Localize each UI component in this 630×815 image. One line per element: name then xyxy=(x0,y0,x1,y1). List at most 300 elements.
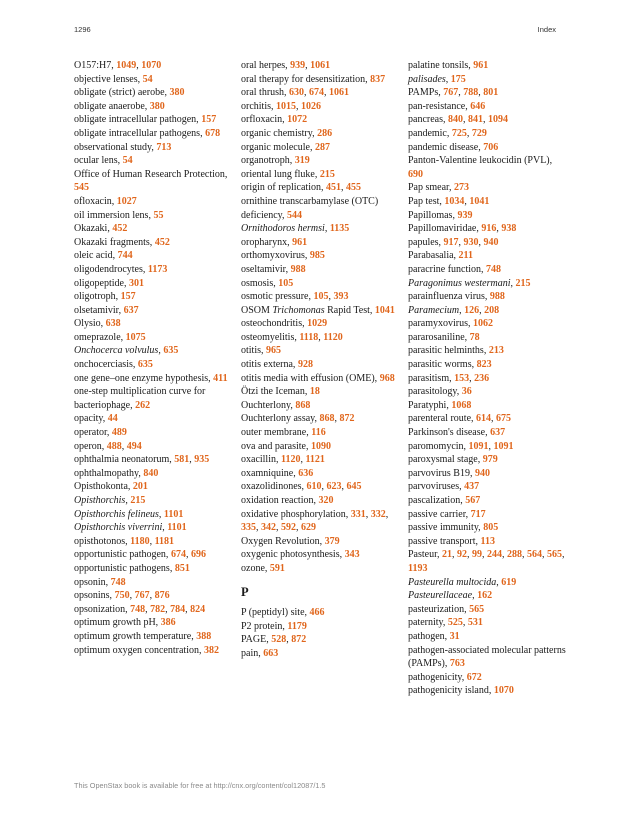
page-link[interactable]: 1101 xyxy=(167,522,187,534)
index-entry: PAGE, 528, 872 xyxy=(241,634,307,646)
page-link[interactable]: 437 xyxy=(464,481,480,493)
page-link[interactable]: 44 xyxy=(107,413,118,425)
page-link[interactable]: 452 xyxy=(112,223,128,235)
page-link[interactable]: 54 xyxy=(122,155,133,167)
page-link[interactable]: 1091 xyxy=(468,440,489,452)
page-link[interactable]: 36 xyxy=(461,386,472,398)
index-term: Pasteurella multocida xyxy=(408,576,497,588)
index-term: oral herpes, xyxy=(241,60,291,71)
page-link[interactable]: 763 xyxy=(449,658,465,670)
index-entry xyxy=(241,236,401,250)
page-link[interactable]: 343 xyxy=(344,549,360,561)
page-link[interactable]: 162 xyxy=(477,590,493,602)
page-link[interactable]: 876 xyxy=(154,590,170,602)
page-link[interactable]: 1193 xyxy=(408,562,428,574)
page-link[interactable]: 663 xyxy=(263,647,279,659)
index-entry xyxy=(408,684,568,698)
page-link[interactable]: 581 xyxy=(174,454,190,466)
index-entry xyxy=(74,344,234,358)
index-column-2 xyxy=(241,59,401,661)
page-link[interactable]: 637 xyxy=(490,427,506,439)
index-column-3 xyxy=(408,59,568,698)
page-link[interactable]: 872 xyxy=(339,413,355,425)
page-link[interactable]: 851 xyxy=(174,562,190,574)
page-link[interactable]: 1173 xyxy=(147,263,168,275)
page-link[interactable]: 988 xyxy=(489,291,505,303)
page-link[interactable]: 116 xyxy=(311,427,326,439)
page-link[interactable]: 494 xyxy=(126,440,142,452)
page-link[interactable]: 610 xyxy=(306,481,322,493)
page-link[interactable]: 288 xyxy=(507,549,523,561)
page-link[interactable]: 591 xyxy=(269,562,285,574)
index-entry xyxy=(241,494,401,508)
page-link[interactable]: 672 xyxy=(466,671,482,683)
index-entry xyxy=(74,141,234,155)
page-link[interactable]: 1121 xyxy=(305,454,325,466)
page-link[interactable]: 1118 xyxy=(299,331,319,343)
page-link[interactable]: 157 xyxy=(201,114,217,126)
index-term: osteochondritis, xyxy=(241,318,308,330)
page-link[interactable]: 545 xyxy=(74,182,89,194)
index-entry: ophthalmia neonatorum, 581, 935 xyxy=(74,454,210,466)
index-term: obligate intracellular pathogen, xyxy=(74,114,202,126)
index-entry xyxy=(408,603,568,617)
page-link[interactable]: 1101 xyxy=(163,508,184,520)
index-entry xyxy=(408,181,568,195)
index-entry xyxy=(408,277,568,291)
index-entry xyxy=(241,127,401,141)
index-entry xyxy=(408,385,568,399)
page-link[interactable]: 840 xyxy=(447,114,463,126)
index-entry xyxy=(408,59,568,73)
page-link[interactable]: 175 xyxy=(450,73,466,85)
page-link[interactable]: 92 xyxy=(457,549,468,561)
index-entry: osmotic pressure, 105, 393 xyxy=(241,291,349,303)
page-link[interactable]: 979 xyxy=(482,454,498,466)
index-term: one-step multiplication curve for bacteriophage, xyxy=(74,386,206,411)
page-link[interactable]: 455 xyxy=(345,182,361,194)
page-link[interactable]: 725 xyxy=(451,127,467,139)
page-link[interactable]: 31 xyxy=(449,630,460,642)
index-entry: origin of replication, 451, 455 xyxy=(241,182,361,194)
page-link[interactable]: 637 xyxy=(123,304,139,316)
index-term: parenteral route, xyxy=(408,413,477,425)
index-term: paternity, xyxy=(408,617,448,629)
index-term: Pasteurellaceae xyxy=(408,590,473,602)
index-entry: papules, 917, 930, 940 xyxy=(408,236,499,248)
index-entry xyxy=(408,290,568,304)
index-term: otitis media with effusion (OME), xyxy=(241,372,380,384)
page-link[interactable]: 872 xyxy=(291,634,307,646)
page-link[interactable]: 54 xyxy=(142,73,153,85)
page-link[interactable]: 215 xyxy=(515,277,531,289)
page-link[interactable]: 388 xyxy=(196,630,212,642)
index-term: Opisthorchis viverrini xyxy=(74,522,163,534)
page-link[interactable]: 531 xyxy=(467,617,483,629)
index-term: pain, xyxy=(241,647,264,659)
index-entry xyxy=(241,358,401,372)
page-link[interactable]: 78 xyxy=(469,331,480,343)
index-term: ozone, xyxy=(241,562,270,574)
page-link[interactable]: 1049 xyxy=(116,60,137,71)
page-link[interactable]: 273 xyxy=(453,182,469,194)
page-link[interactable]: 379 xyxy=(324,535,340,547)
page-link[interactable]: 635 xyxy=(137,359,153,371)
index-term: observational study, xyxy=(74,141,157,153)
index-term: optimum growth temperature, xyxy=(74,630,197,642)
page-link[interactable]: 748 xyxy=(130,603,146,615)
index-term: Papillomas, xyxy=(408,209,458,221)
page-link[interactable]: 674 xyxy=(309,87,325,99)
page-link[interactable]: 988 xyxy=(290,263,306,275)
index-entry xyxy=(241,73,401,87)
index-entry xyxy=(74,168,234,195)
page-link[interactable]: 153 xyxy=(454,372,470,384)
page-link[interactable]: 868 xyxy=(319,413,335,425)
index-term: opsonins, xyxy=(74,590,115,602)
index-term: oseltamivir, xyxy=(241,263,291,275)
page-link[interactable]: 968 xyxy=(379,372,395,384)
index-entry xyxy=(408,249,568,263)
index-term-separator: , xyxy=(125,495,131,506)
index-term: P2 protein, xyxy=(241,620,288,632)
index-term: oxazolidinones, xyxy=(241,481,307,493)
page-link[interactable]: 823 xyxy=(476,359,492,371)
page-link[interactable]: 696 xyxy=(190,549,206,561)
index-entry xyxy=(408,100,568,114)
index-entry xyxy=(408,399,568,413)
page-link[interactable]: 939 xyxy=(290,60,306,71)
page-link[interactable]: 729 xyxy=(471,127,487,139)
page-link[interactable]: 215 xyxy=(130,495,146,506)
page-link[interactable]: 335 xyxy=(241,522,256,534)
page-link[interactable]: 713 xyxy=(156,141,172,153)
page-link[interactable]: 1179 xyxy=(287,620,307,632)
page-link[interactable]: 985 xyxy=(309,250,325,262)
index-entry: orchitis, 1015, 1026 xyxy=(241,100,321,112)
page-link[interactable]: 868 xyxy=(295,399,311,411)
page-link[interactable]: 841 xyxy=(467,114,483,126)
page-link[interactable]: 393 xyxy=(333,291,349,303)
index-entry xyxy=(241,195,401,222)
page-link[interactable]: 113 xyxy=(480,535,495,547)
page-link[interactable]: 1120 xyxy=(281,454,301,466)
page-link[interactable]: 1061 xyxy=(329,87,350,99)
page-link[interactable]: 1061 xyxy=(310,60,331,71)
index-term-separator: , xyxy=(158,508,164,520)
page-link[interactable]: 105 xyxy=(278,277,294,289)
page-link[interactable]: 208 xyxy=(484,304,500,316)
index-term: pandemic disease, xyxy=(408,141,484,153)
index-term: pararosaniline, xyxy=(408,331,470,343)
index-entry xyxy=(241,141,401,155)
page-link[interactable]: 940 xyxy=(474,467,490,479)
page-link[interactable]: 646 xyxy=(470,100,486,112)
page-link[interactable]: 213 xyxy=(488,345,504,357)
page-link[interactable]: 1072 xyxy=(287,114,308,126)
index-entry xyxy=(408,521,568,535)
page-link[interactable]: 332 xyxy=(370,508,386,520)
page-link[interactable]: 744 xyxy=(117,250,133,262)
page-link[interactable]: 1027 xyxy=(116,195,137,207)
index-term: oropharynx, xyxy=(241,236,293,248)
index-term: pathogen, xyxy=(408,630,450,642)
index-entry: opportunistic pathogen, 674, 696 xyxy=(74,549,206,561)
page-link[interactable]: 1026 xyxy=(301,100,321,112)
page-link[interactable]: 837 xyxy=(370,73,386,85)
page-link[interactable]: 678 xyxy=(205,127,221,139)
index-entry xyxy=(74,616,234,630)
page-link[interactable]: 638 xyxy=(105,318,121,330)
index-entry xyxy=(241,263,401,277)
index-term: oleic acid, xyxy=(74,250,118,262)
page-link[interactable]: 466 xyxy=(309,607,325,619)
index-entry xyxy=(74,304,234,318)
page-link[interactable]: 1041 xyxy=(374,304,395,316)
index-entry: paromomycin, 1091, 1091 xyxy=(408,440,514,452)
index-term: oil immersion lens, xyxy=(74,209,154,221)
page-link[interactable]: 528 xyxy=(271,634,287,646)
page-link[interactable]: 565 xyxy=(547,549,563,561)
index-term: ocular lens, xyxy=(74,155,123,167)
page-link[interactable]: 126 xyxy=(464,304,480,316)
index-term: ova and parasite, xyxy=(241,440,311,452)
index-term: pan-resistance, xyxy=(408,100,471,112)
section-title: Index xyxy=(537,25,556,34)
index-term: olsetamivir, xyxy=(74,304,124,316)
page-link[interactable]: 215 xyxy=(319,168,335,180)
page-link[interactable]: 840 xyxy=(143,467,159,479)
page-link[interactable]: 567 xyxy=(465,495,481,506)
page-link[interactable]: 211 xyxy=(458,250,473,262)
index-entry xyxy=(408,358,568,372)
page-link[interactable]: 99 xyxy=(472,549,483,561)
page-link[interactable]: 706 xyxy=(483,141,499,153)
index-term: otitis, xyxy=(241,345,267,357)
index-entry xyxy=(241,548,401,562)
index-entry xyxy=(408,331,568,345)
index-term: pathogen-associated molecular patterns (PAMPs), xyxy=(408,644,566,670)
index-term: ofloxacin, xyxy=(74,195,117,207)
index-entry xyxy=(74,508,234,522)
page-link[interactable]: 961 xyxy=(292,236,308,248)
page-link[interactable]: 1091 xyxy=(493,440,514,452)
page-link[interactable]: 1034 xyxy=(444,195,465,207)
page-link[interactable]: 105 xyxy=(313,291,329,303)
page-link[interactable]: 244 xyxy=(487,549,503,561)
index-entry xyxy=(74,521,234,535)
index-term: O157:H7, xyxy=(74,60,117,71)
index-entry xyxy=(241,385,401,399)
page-link[interactable]: 319 xyxy=(294,155,310,167)
index-entry xyxy=(74,290,234,304)
index-term: Pasteur, xyxy=(408,549,443,561)
page-link[interactable]: 961 xyxy=(473,60,489,71)
index-term: opisthotonos, xyxy=(74,535,131,547)
index-term: operon, xyxy=(74,440,107,452)
page-link[interactable]: 619 xyxy=(501,576,517,588)
page-link[interactable]: 630 xyxy=(289,87,305,99)
index-entry xyxy=(74,277,234,291)
page-link[interactable]: 489 xyxy=(111,427,127,439)
index-column-1 xyxy=(74,59,234,657)
page-link[interactable]: 452 xyxy=(154,236,170,248)
page-link[interactable]: 1120 xyxy=(323,331,343,343)
index-term: parvovirus B19, xyxy=(408,467,475,479)
page-link[interactable]: 748 xyxy=(486,263,502,275)
page-link[interactable]: 690 xyxy=(408,168,423,180)
page-link[interactable]: 380 xyxy=(149,100,165,112)
index-term: onchocerciasis, xyxy=(74,359,138,371)
index-term: Onchocerca volvulus xyxy=(74,345,159,357)
page-link[interactable]: 940 xyxy=(483,236,499,248)
page-link[interactable]: 18 xyxy=(309,386,320,398)
index-entry xyxy=(74,317,234,331)
page-link[interactable]: 564 xyxy=(527,549,543,561)
page-link[interactable]: 201 xyxy=(132,481,148,493)
page-link[interactable]: 386 xyxy=(160,617,176,629)
page-link[interactable]: 614 xyxy=(476,413,492,425)
page-link[interactable]: 1062 xyxy=(473,318,493,330)
index-entry xyxy=(241,440,401,454)
page-link[interactable]: 331 xyxy=(350,508,366,520)
index-term: oriental lung fluke, xyxy=(241,168,320,180)
index-term: Ornithodoros hermsi xyxy=(241,223,325,235)
page-link[interactable]: 320 xyxy=(318,495,334,506)
index-term: passive carrier, xyxy=(408,508,471,520)
page-link[interactable]: 1029 xyxy=(307,318,328,330)
page-link[interactable]: 938 xyxy=(501,223,517,235)
index-entry xyxy=(408,576,568,590)
page-link[interactable]: 1090 xyxy=(310,440,331,452)
page-link[interactable]: 525 xyxy=(447,617,463,629)
page-link[interactable]: 623 xyxy=(326,481,342,493)
page-link[interactable]: 1181 xyxy=(154,535,175,547)
page-link[interactable]: 629 xyxy=(301,522,316,534)
index-entry xyxy=(408,644,568,671)
index-term: oxidative phosphorylation, xyxy=(241,508,351,520)
index-term: opportunistic pathogens, xyxy=(74,562,175,574)
page-link[interactable]: 928 xyxy=(297,359,313,371)
page-link[interactable]: 824 xyxy=(190,603,206,615)
page-link[interactable]: 675 xyxy=(496,413,512,425)
index-entry xyxy=(241,168,401,182)
page-link[interactable]: 767 xyxy=(443,87,459,99)
page-link[interactable]: 750 xyxy=(114,590,130,602)
index-term: oral therapy for desensitization, xyxy=(241,73,371,85)
index-term: ophthalmia neonatorum, xyxy=(74,454,175,466)
page-link[interactable]: 236 xyxy=(474,372,490,384)
page-link[interactable]: 411 xyxy=(213,372,228,384)
index-term: osteomyelitis, xyxy=(241,331,300,343)
page-link[interactable]: 1135 xyxy=(329,223,350,235)
page-link[interactable]: 488 xyxy=(106,440,122,452)
page-link[interactable]: 645 xyxy=(346,481,362,493)
page-link[interactable]: 451 xyxy=(325,182,341,194)
index-term: opportunistic pathogen, xyxy=(74,549,171,561)
page-link[interactable]: 342 xyxy=(261,522,276,534)
index-term: orthomyxovirus, xyxy=(241,250,310,262)
index-term: pascalization, xyxy=(408,495,466,506)
index-entry xyxy=(408,535,568,549)
index-entry xyxy=(74,209,234,223)
page-link[interactable]: 1070 xyxy=(141,60,162,71)
page-link[interactable]: 782 xyxy=(150,603,166,615)
index-entry: PAMPs, 767, 788, 801 xyxy=(408,87,499,99)
page-link[interactable]: 965 xyxy=(266,345,282,357)
footer-note: This OpenStax book is available for free at http://cnx.org/content/col12087/1.5 xyxy=(74,781,326,790)
index-term: opsonization, xyxy=(74,603,131,615)
page-link[interactable]: 767 xyxy=(134,590,150,602)
page-link[interactable]: 748 xyxy=(110,576,126,588)
index-entry xyxy=(74,113,234,127)
page-link[interactable]: 801 xyxy=(483,87,499,99)
page-link[interactable]: 380 xyxy=(169,87,185,99)
page-link[interactable]: 287 xyxy=(314,141,330,153)
page-link[interactable]: 544 xyxy=(287,209,302,221)
page-link[interactable]: 916 xyxy=(481,223,497,235)
index-term: ophthalmopathy, xyxy=(74,467,144,479)
page-link[interactable]: 939 xyxy=(457,209,473,221)
index-entry: O157:H7, 1049, 1070 xyxy=(74,60,162,71)
page-link[interactable]: 565 xyxy=(469,603,485,615)
page-link[interactable]: 935 xyxy=(194,454,210,466)
page-link[interactable]: 635 xyxy=(163,345,179,357)
page-link[interactable]: 930 xyxy=(463,236,479,248)
page-link[interactable]: 674 xyxy=(170,549,186,561)
index-term: OSOM xyxy=(241,304,273,316)
index-entry xyxy=(241,426,401,440)
page-link[interactable]: 1094 xyxy=(487,114,508,126)
page-link[interactable]: 1075 xyxy=(125,331,146,343)
page-link[interactable]: 262 xyxy=(135,399,151,411)
page-link[interactable]: 1068 xyxy=(451,399,472,411)
page-link[interactable]: 55 xyxy=(153,209,164,221)
index-term: Pap smear, xyxy=(408,182,454,194)
page-link[interactable]: 1180 xyxy=(130,535,150,547)
index-entry xyxy=(408,426,568,440)
index-entry: opisthotonos, 1180, 1181 xyxy=(74,535,175,547)
index-term-separator: , xyxy=(472,590,478,602)
page-link[interactable]: 286 xyxy=(317,127,333,139)
page-link[interactable]: 1070 xyxy=(493,685,514,697)
index-entry xyxy=(241,562,401,576)
page-link[interactable]: 592 xyxy=(281,522,296,534)
index-term: orchitis, xyxy=(241,100,276,112)
page-link[interactable]: 636 xyxy=(298,467,314,479)
index-entry: operon, 488, 494 xyxy=(74,440,142,452)
index-term: Panton-Valentine leukocidin (PVL), xyxy=(408,155,553,167)
page-link[interactable]: 805 xyxy=(483,522,499,534)
index-term: oligotroph, xyxy=(74,291,121,303)
page-link[interactable]: 382 xyxy=(203,644,219,656)
index-term-separator: , xyxy=(162,522,168,534)
page-link[interactable]: 788 xyxy=(463,87,479,99)
index-term: oxidation reaction, xyxy=(241,495,319,506)
index-term-separator: , xyxy=(459,304,465,316)
page-link[interactable]: 1041 xyxy=(469,195,490,207)
page-link[interactable]: 301 xyxy=(129,277,144,289)
page-link[interactable]: 21 xyxy=(442,549,453,561)
index-entry xyxy=(241,249,401,263)
page-link[interactable]: 157 xyxy=(120,291,136,303)
page-link[interactable]: 717 xyxy=(470,508,486,520)
index-term: parainfluenza virus, xyxy=(408,291,490,303)
index-entry xyxy=(241,304,401,318)
page-link[interactable]: 917 xyxy=(443,236,459,248)
page-link[interactable]: 784 xyxy=(170,603,186,615)
page-link[interactable]: 1015 xyxy=(276,100,296,112)
